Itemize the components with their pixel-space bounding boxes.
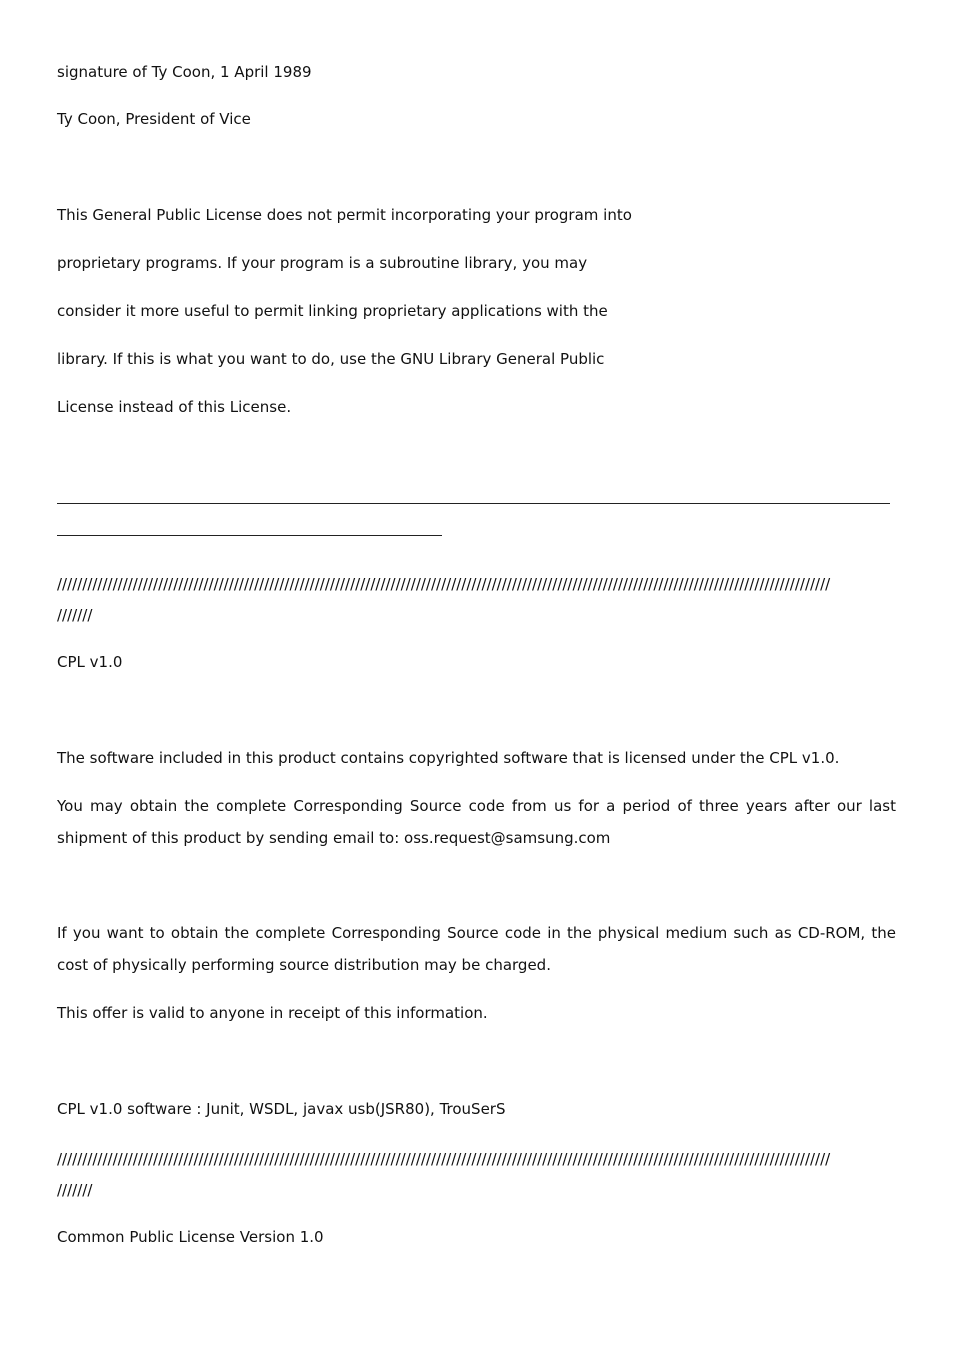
offer-validity: This offer is valid to anyone in receipt of this information.	[57, 1004, 488, 1022]
slash-separator-tail: ///////	[57, 1181, 93, 1199]
slash-separator-tail: ///////	[57, 606, 93, 624]
horizontal-rule	[57, 535, 442, 536]
license-title: Common Public License Version 1.0	[57, 1228, 324, 1246]
gpl-note-line-1: This General Public License does not permit incorporating your program into	[57, 206, 632, 224]
gpl-note-line-3: consider it more useful to permit linking proprietary applications with the	[57, 302, 608, 320]
signer-title: Ty Coon, President of Vice	[57, 110, 251, 128]
gpl-note-line-5: License instead of this License.	[57, 398, 292, 416]
source-offer-paragraph: You may obtain the complete Corresponding Source code from us for a period of three years after our last shipment of this product by sending email to: oss.request@samsung.com	[57, 797, 896, 847]
software-list: CPL v1.0 software : Junit, WSDL, javax usb(JSR80), TrouSerS	[57, 1100, 506, 1118]
physical-medium-paragraph: If you want to obtain the complete Corresponding Source code in the physical medium such as CD-ROM, the cost of physically performing source distribution may be charged.	[57, 924, 896, 974]
notice-paragraph: The software included in this product contains copyrighted software that is licensed under the CPL v1.0.	[57, 749, 840, 767]
slash-separator: /////////////////////////////////////////////////////////////////////////////////////////////////////////////////////////////////////////////////////////	[57, 575, 831, 593]
gpl-note-line-4: library. If this is what you want to do, use the GNU Library General Public	[57, 350, 605, 368]
horizontal-rule	[57, 503, 890, 504]
slash-separator: /////////////////////////////////////////////////////////////////////////////////////////////////////////////////////////////////////////////////////////	[57, 1150, 831, 1168]
gpl-note-line-2: proprietary programs. If your program is a subroutine library, you may	[57, 254, 588, 272]
section-heading: CPL v1.0	[57, 653, 123, 671]
signature-line: signature of Ty Coon, 1 April 1989	[57, 63, 312, 81]
